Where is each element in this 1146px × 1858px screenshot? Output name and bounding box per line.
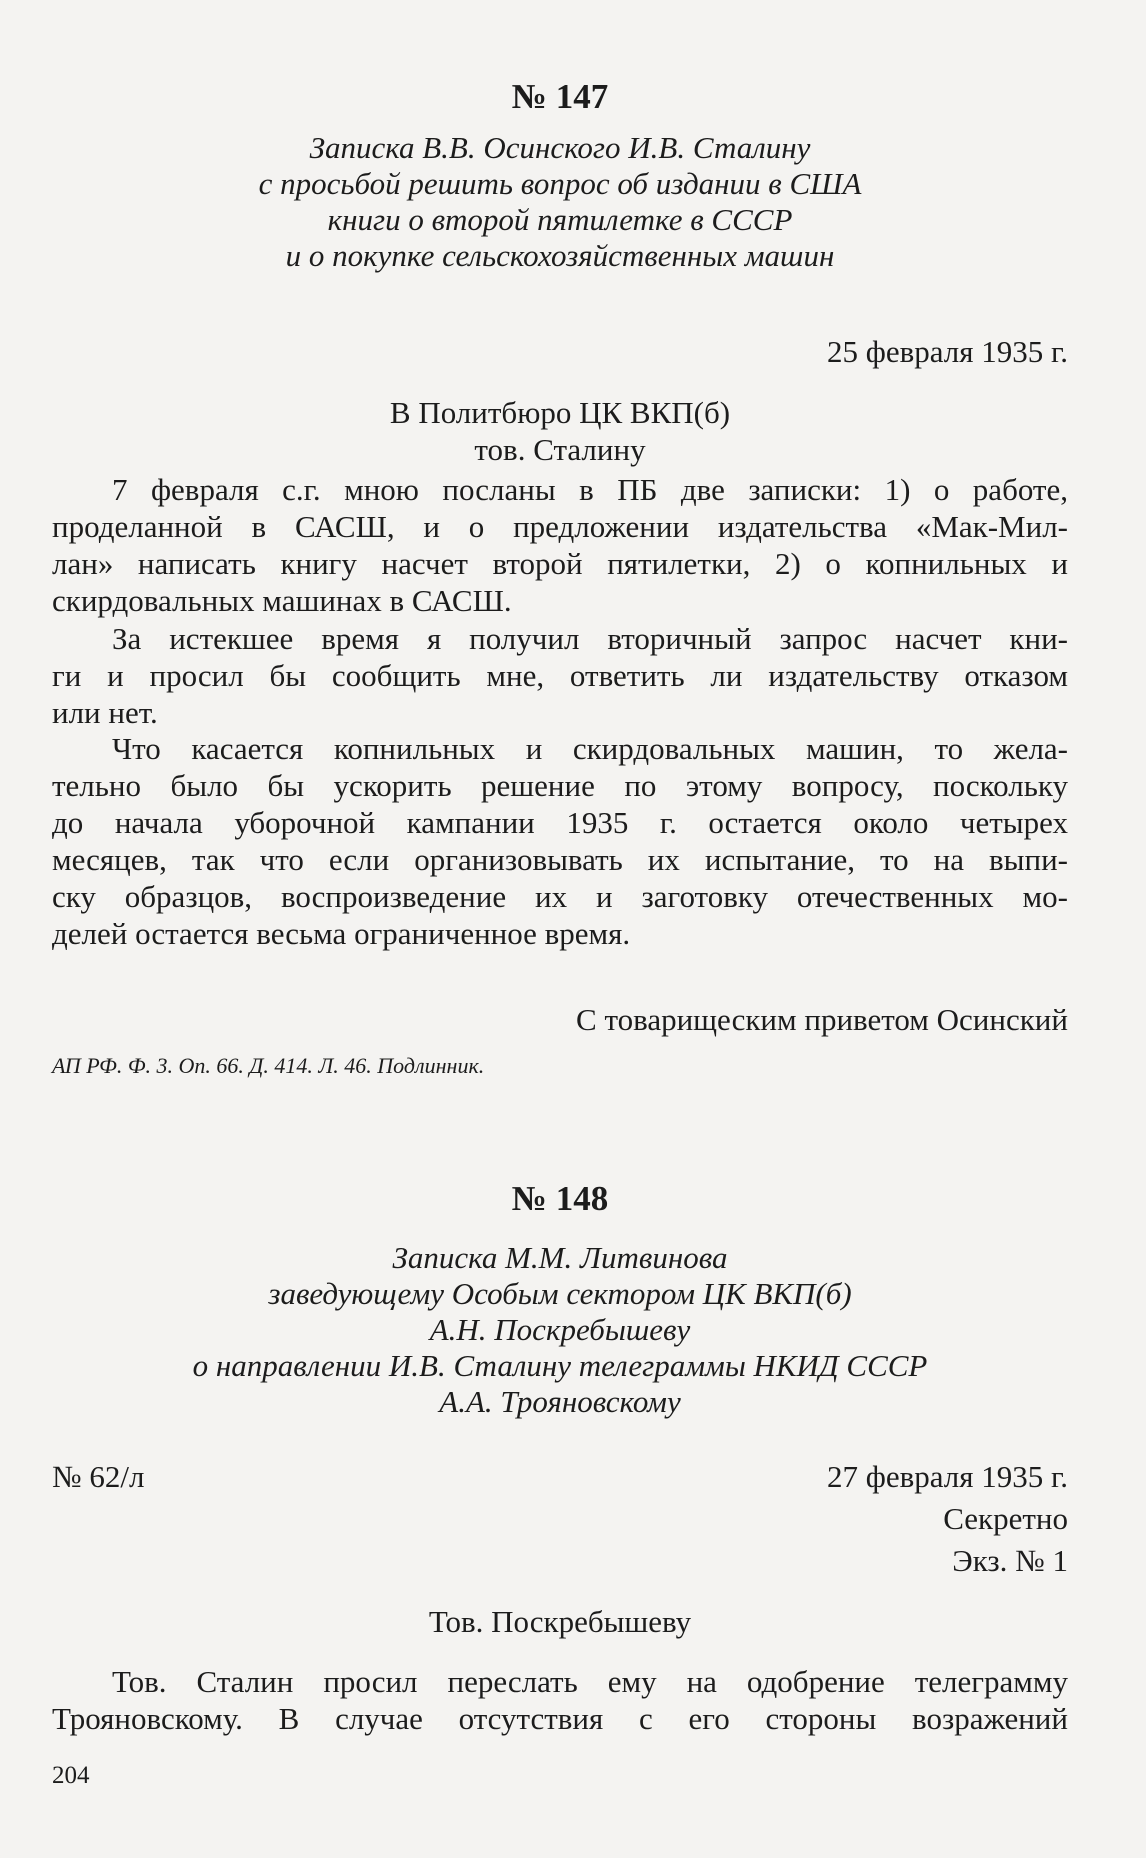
- doc147-addressee: [52, 394, 1068, 468]
- doc147-date: 25 февраля 1935 г.: [827, 334, 1068, 369]
- document-page: [52, 0, 1068, 1858]
- doc147-number: № 147: [511, 77, 609, 116]
- doc148-title-line: А.Н. Поскребышеву: [429, 1312, 691, 1347]
- text-line: Что касается копнильных и скирдовальных машин, то жела-: [112, 731, 1068, 766]
- text-line: ску образцов, воспроизведение их и заготовку отечественных мо-: [52, 879, 1068, 914]
- doc147-paragraph-2: [52, 620, 1068, 731]
- text-line: За истекшее время я получил вторичный запрос насчет кни-: [112, 621, 1068, 656]
- doc148-ref-number: № 62/л: [52, 1459, 145, 1494]
- doc148-title-line: Записка М.М. Литвинова: [392, 1240, 728, 1275]
- doc148-title: [52, 1240, 1068, 1420]
- page-number: 204: [52, 1762, 90, 1789]
- doc148-title-line: о направлении И.В. Сталину телеграммы НКИД СССР: [192, 1348, 928, 1383]
- doc147-paragraph-3: [52, 730, 1068, 952]
- text-line: ги и просил бы сообщить мне, ответить ли издательству отказом: [52, 658, 1068, 693]
- text-line: или нет.: [52, 695, 158, 730]
- text-line: проделанной в САСШ, и о предложении издательства «Мак-Мил-: [52, 509, 1068, 544]
- doc147-title-line: книги о второй пятилетке в СССР: [327, 202, 793, 237]
- text-line: до начала уборочной кампании 1935 г. остается около четырех: [52, 805, 1068, 840]
- doc147-addressee-line: тов. Сталину: [474, 432, 646, 467]
- text-line: Тов. Сталин просил переслать ему на одобрение телеграмму: [112, 1664, 1068, 1699]
- doc148-date: 27 февраля 1935 г.: [827, 1459, 1068, 1494]
- doc147-archive-reference: АП РФ. Ф. 3. Оп. 66. Д. 414. Л. 46. Подлинник.: [52, 1053, 485, 1078]
- doc147-addressee-line: В Политбюро ЦК ВКП(б): [389, 395, 731, 430]
- doc147-signature: С товарищеским приветом Осинский: [576, 1002, 1068, 1037]
- doc147-title-line: с просьбой решить вопрос об издании в США: [258, 166, 862, 201]
- doc148-paragraph: [52, 1663, 1068, 1737]
- doc148-addressee: Тов. Поскребышеву: [428, 1604, 692, 1639]
- text-line: лан» написать книгу насчет второй пятилетки, 2) о копнильных и: [52, 546, 1068, 581]
- doc148-secret-mark: Секретно: [943, 1501, 1068, 1536]
- doc147-title: [52, 130, 1068, 274]
- text-line: делей остается весьма ограниченное время.: [52, 916, 631, 951]
- doc147-paragraph-1: [52, 471, 1068, 619]
- doc148-title-line: заведующему Особым сектором ЦК ВКП(б): [268, 1276, 852, 1311]
- doc147-title-line: Записка В.В. Осинского И.В. Сталину: [309, 130, 811, 165]
- doc147-title-line: и о покупке сельскохозяйственных машин: [285, 238, 835, 273]
- doc148-title-line: А.А. Трояновскому: [439, 1384, 681, 1419]
- text-line: месяцев, так что если организовывать их испытание, то на выпи-: [52, 842, 1068, 877]
- text-line: скирдовальных машинах в САСШ.: [52, 583, 512, 618]
- text-line: Трояновскому. В случае отсутствия с его стороны возражений: [52, 1701, 1068, 1736]
- text-line: тельно было бы ускорить решение по этому вопросу, поскольку: [52, 768, 1068, 803]
- doc148-copy-number: Экз. № 1: [952, 1543, 1068, 1578]
- text-line: 7 февраля с.г. мною посланы в ПБ две записки: 1) о работе,: [112, 472, 1068, 507]
- doc148-number: № 148: [511, 1179, 609, 1218]
